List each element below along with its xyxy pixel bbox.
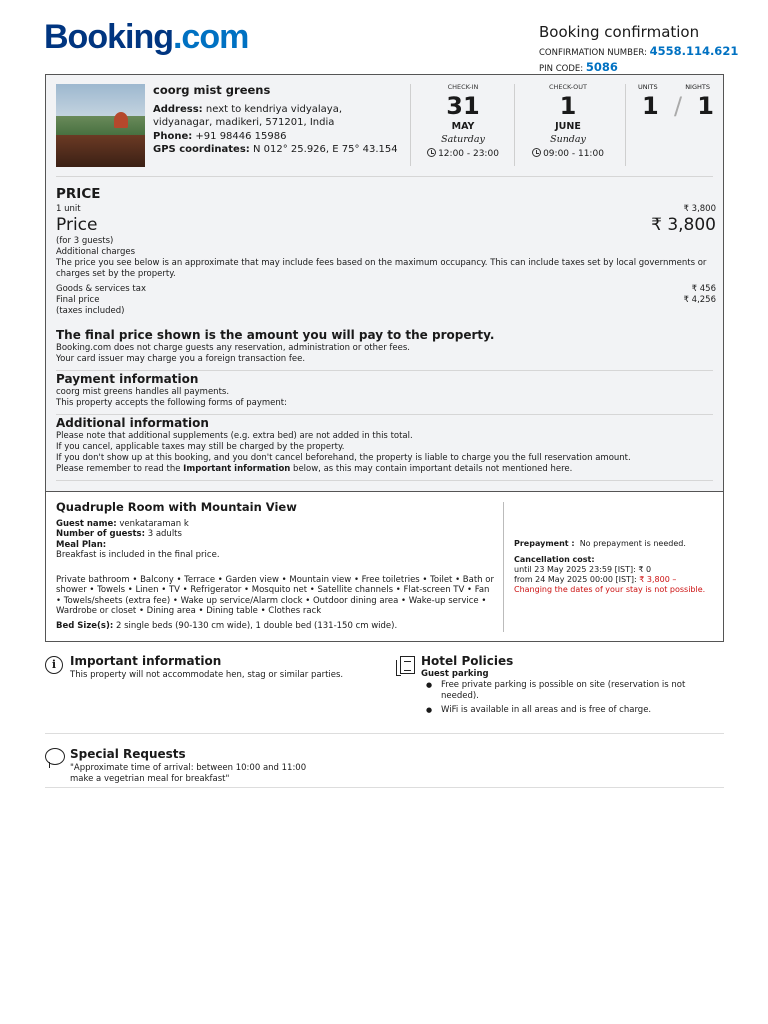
final-price-value: ₹ 4,256	[683, 295, 716, 305]
hotel-gps: GPS coordinates: N 012° 25.926, E 75° 43.154	[153, 144, 398, 155]
additional-line3: If you don't show up at this booking, and you don't cancel beforehand, the property is liable to charge you the full reservation amount.	[56, 453, 631, 463]
room-details	[56, 502, 494, 631]
date-change-note: Changing the dates of your stay is not possible.	[514, 585, 706, 594]
additional-heading: Additional information	[56, 416, 209, 430]
divider	[45, 787, 724, 788]
divider	[56, 480, 713, 481]
additional-charges-note: The price you see below is an approximate that may include fees based on the maximum occupancy. This can include taxes set by local governments or charges set by the property.	[56, 258, 707, 279]
confirmation-number-label: CONFIRMATION NUMBER:	[539, 48, 647, 58]
cancellation-line1: until 23 May 2025 23:59 [IST]: ₹ 0	[514, 565, 652, 574]
divider	[410, 84, 411, 166]
checkin-label: CHECK-IN	[447, 83, 479, 91]
hotel-phone: Phone: +91 98446 15986	[153, 130, 287, 142]
divider	[514, 84, 515, 166]
additional-charges-label: Additional charges	[56, 247, 136, 257]
booking-summary-panel	[45, 74, 724, 492]
guest-name: Guest name: venkataraman k	[56, 518, 189, 529]
unit-value: ₹ 3,800	[683, 204, 716, 214]
units-label: UNITS	[638, 83, 658, 91]
checkin-month: MAY	[451, 121, 475, 132]
logo-part1: Booking	[44, 18, 173, 56]
info-icon: i	[45, 656, 63, 674]
hotel-details	[153, 84, 403, 157]
hotel-policies-heading: Hotel Policies	[421, 654, 514, 668]
divider	[625, 84, 626, 166]
payment-section	[56, 371, 716, 409]
final-notice-line1: Booking.com does not charge guests any reservation, administration or other fees.	[56, 343, 410, 353]
hotel-address: Address: next to kendriya vidyalaya, vidyanagar, madikeri, 571201, India	[153, 103, 343, 128]
hotel-policies-list	[421, 680, 711, 716]
gst-value: ₹ 456	[691, 284, 716, 294]
booking-logo	[44, 18, 248, 57]
pin-code: 5086	[585, 60, 618, 74]
cancellation-cost-label: Cancellation cost:	[514, 555, 595, 564]
special-requests-heading: Special Requests	[70, 747, 186, 761]
document-icon	[400, 656, 415, 674]
list-item: ● Free private parking is possible on site (reservation is not needed).	[421, 680, 711, 702]
speech-bubble-icon	[45, 748, 65, 765]
guest-parking-heading: Guest parking	[421, 669, 489, 679]
important-text: This property will not accommodate hen, stag or similar parties.	[70, 670, 344, 680]
list-item: ● WiFi is available in all areas and is free of charge.	[421, 705, 711, 716]
confirmation-block	[539, 23, 738, 76]
checkout-time: 09:00 - 11:00	[522, 148, 614, 159]
logo-part2: .com	[172, 18, 249, 56]
hotel-name: coorg mist greens	[153, 83, 271, 97]
divider	[45, 733, 724, 734]
gst-label: Goods & services tax	[56, 284, 146, 294]
price-value: ₹ 3,800	[651, 215, 716, 235]
confirmation-title: Booking confirmation	[539, 23, 700, 41]
important-info-section	[70, 656, 370, 681]
checkout-day: Sunday	[550, 134, 586, 145]
payment-line1: coorg mist greens handles all payments.	[56, 387, 230, 397]
hotel-photo	[56, 84, 145, 167]
checkin-time: 12:00 - 23:00	[418, 148, 508, 159]
units-nights-block	[634, 83, 714, 121]
final-price-label: Final price	[56, 295, 100, 305]
room-amenities: Private bathroom • Balcony • Terrace • Garden view • Mountain view • Free toiletries • Toilet • Bath or shower • Towels • Linen • TV • Refrigerator • Mosquito net • Satellite channels • Flat-screen TV • Fan • Towels/sheets (extra fee) • Wake up service/Alarm clock • Outdoor dining area • Wake-up service • Wardrobe or closet • Dining area • Dining table • Clothes rack	[56, 574, 494, 616]
special-requests-section	[70, 749, 470, 785]
room-title: Quadruple Room with Mountain View	[56, 500, 297, 514]
nights-label: NIGHTS	[685, 83, 710, 91]
final-notice-line2: Your card issuer may charge you a foreign transaction fee.	[56, 354, 306, 364]
guests-note: (for 3 guests)	[56, 236, 114, 246]
checkout-label: CHECK-OUT	[548, 83, 588, 91]
checkout-block	[522, 83, 614, 159]
pin-code-label: PIN CODE:	[539, 64, 584, 74]
room-panel	[45, 491, 724, 642]
checkin-date: 31	[446, 92, 480, 120]
hotel-policies-section	[421, 656, 711, 719]
important-heading: Important information	[70, 654, 222, 668]
divider	[503, 502, 504, 632]
price-heading: PRICE	[56, 186, 101, 202]
checkout-month: JUNE	[555, 121, 581, 132]
meal-plan: Breakfast is included in the final price.	[56, 550, 220, 560]
divider	[56, 176, 713, 177]
checkout-date: 1	[559, 92, 577, 120]
checkin-day: Saturday	[441, 134, 485, 145]
number-of-guests: Number of guests: 3 adults	[56, 529, 182, 539]
payment-heading: Payment information	[56, 372, 199, 386]
confirmation-number: 4558.114.621	[649, 44, 739, 58]
taxes-included-note: (taxes included)	[56, 306, 125, 316]
clock-icon	[427, 148, 436, 157]
special-request-line2: make a vegetrian meal for breakfast"	[70, 774, 230, 784]
cancellation-policy	[514, 539, 714, 595]
confirmation-number-row	[539, 44, 738, 60]
additional-line4: Please remember to read the Important information below, as this may contain important details not mentioned here.	[56, 464, 573, 474]
additional-info-section	[56, 415, 716, 475]
unit-label: 1 unit	[56, 204, 81, 214]
clock-icon	[532, 148, 541, 157]
additional-line1: Please note that additional supplements (e.g. extra bed) are not added in this total.	[56, 431, 413, 441]
prepayment: Prepayment : No prepayment is needed.	[514, 539, 686, 548]
final-notice-heading: The final price shown is the amount you will pay to the property.	[56, 328, 495, 342]
meal-plan-label: Meal Plan:	[56, 539, 107, 550]
bed-sizes: Bed Size(s): 2 single beds (90-130 cm wide), 1 double bed (131-150 cm wide).	[56, 620, 398, 631]
checkin-block	[418, 83, 508, 159]
additional-line2: If you cancel, applicable taxes may still be charged by the property.	[56, 442, 345, 452]
units-value: 1	[642, 92, 659, 120]
price-section	[56, 185, 716, 317]
price-label: Price	[56, 215, 98, 235]
special-request-line1: "Approximate time of arrival: between 10:00 and 11:00	[70, 763, 307, 773]
cancellation-line2: from 24 May 2025 00:00 [IST]: ₹ 3,800 –	[514, 575, 677, 584]
final-notice-section	[56, 327, 716, 365]
nights-value: 1	[697, 92, 714, 120]
slash-separator: /	[673, 92, 683, 120]
payment-line2: This property accepts the following forms of payment:	[56, 398, 287, 408]
